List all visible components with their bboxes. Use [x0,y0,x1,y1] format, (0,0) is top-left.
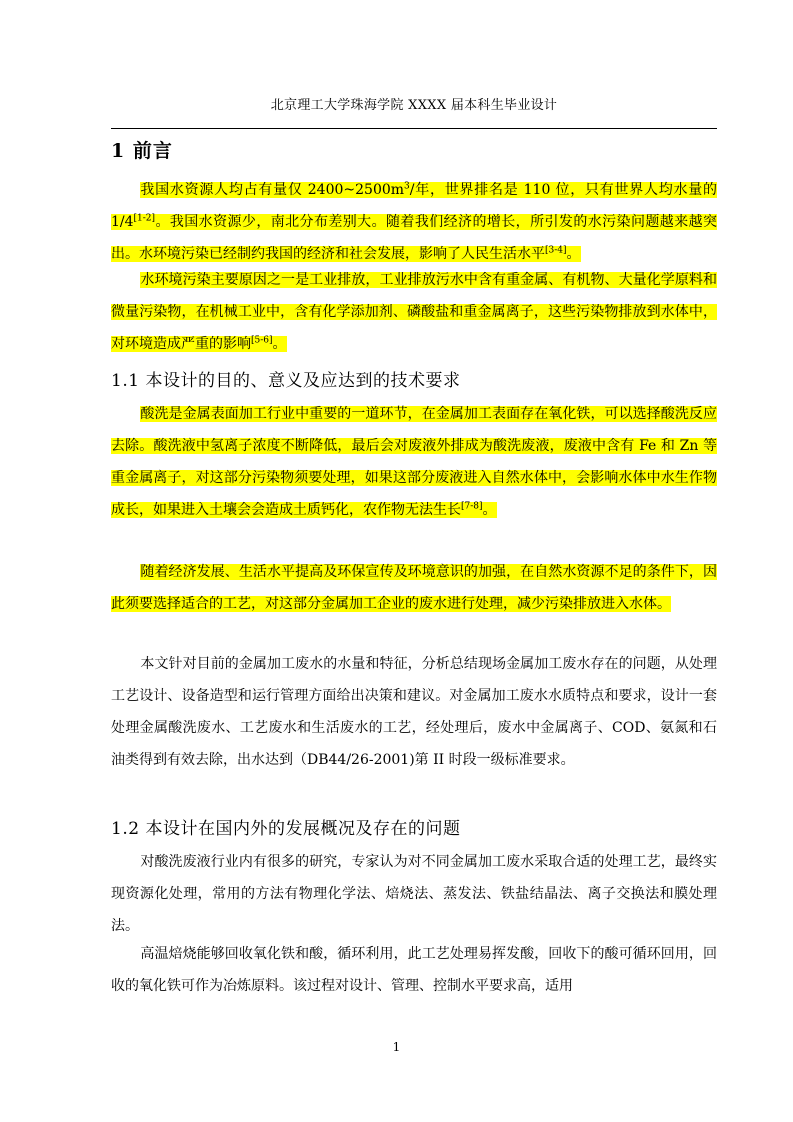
section-heading-1: 1 前言 [111,140,173,162]
page-number: 1 [392,1040,401,1054]
paragraph-design-summary: 本文针对目前的金属加工废水的水量和特征，分析总结现场金属加工废水存在的问题，从处理工艺设计、设备造型和运行管理方面给出决策和建议。对金属加工废水水质特点和要求，设计一套处理金属酸洗废水、工艺废水和生活废水的工艺，经处理后，废水中金属离子、COD、氨氮和石油类得到有效去除，出水达到（DB44/26-2001)第 II 时段一级标准要求。 [111,656,717,768]
paragraph-research-overview: 对酸洗废液行业内有很多的研究，专家认为对不同金属加工废水采取合适的处理工艺，最终实现资源化处理，常用的方法有物理化学法、焙烧法、蒸发法、铁盐结晶法、离子交换法和膜处理法。 [111,854,717,934]
highlighted-text: 酸洗是金属表面加工行业中重要的一道环节，在金属加工表面存在氧化铁，可以选择酸洗反应去除。酸洗液中氢离子浓度不断降低，最后会对废液外排成为酸洗废液，废液中含有 Fe 和 Zn 等重金属离子，对这部分污染物须要处理，如果这部分废液进入自然水体中，会影响水体中水生作物成长，如果进入土壤会会造成土质钙化，农作物无法生长[7-8]。 [111,406,717,518]
citation: [3-4] [545,245,567,256]
citation: [7-8] [461,501,483,512]
section-heading-1-2: 1.2 本设计在国内外的发展概况及存在的问题 [111,819,461,839]
superscript: 3 [404,181,410,192]
citation: [1-2] [133,213,156,224]
paragraph-industrial-pollution [111,264,717,360]
highlighted-text: 随着经济发展、生活水平提高及环保宣传及环境意识的加强，在自然水资源不足的条件下，因此须要选择适合的工艺，对这部分金属加工企业的废水进行处理，减少污染排放进入水体。 [111,564,717,612]
highlighted-text: 水环境污染主要原因之一是工业排放，工业排放污水中含有重金属、有机物、大量化学原料和微量污染物，在机械工业中，含有化学添加剂、磷酸盐和重金属离子，这些污染物排放到水体中，对环境造成严重的影响[5-6]。 [111,272,717,352]
highlighted-text: 我国水资源人均占有量仅 $2400\sim 2500m^3/$年，世界排名是 110 位，只有世界人均水量的 1/4[1-2]。我国水资源少，南北分布差别大。随着我们经济的增长，所引发的水污染问题越来越突出。水环境污染已经制约我国的经济和社会发展，影响了人民生活水平[3-4]。 [111,181,718,262]
paragraph-pickling [111,398,717,526]
paragraph-economic-development [111,556,717,620]
paragraph-roasting: 高温焙烧能够回收氧化铁和酸，循环利用，此工艺处理易挥发酸，回收下的酸可循环回用，回收的氧化铁可作为冶炼原料。该过程对设计、管理、控制水平要求高，适用 [111,946,717,994]
citation: [5-6] [251,335,273,346]
running-header: 北京理工大学珠海学院 XXXX 届本科生毕业设计 [270,98,558,113]
section-heading-1-1: 1.1 本设计的目的、意义及应达到的技术要求 [111,371,461,391]
paragraph-water-resources [111,174,717,270]
header-divider [111,128,717,129]
